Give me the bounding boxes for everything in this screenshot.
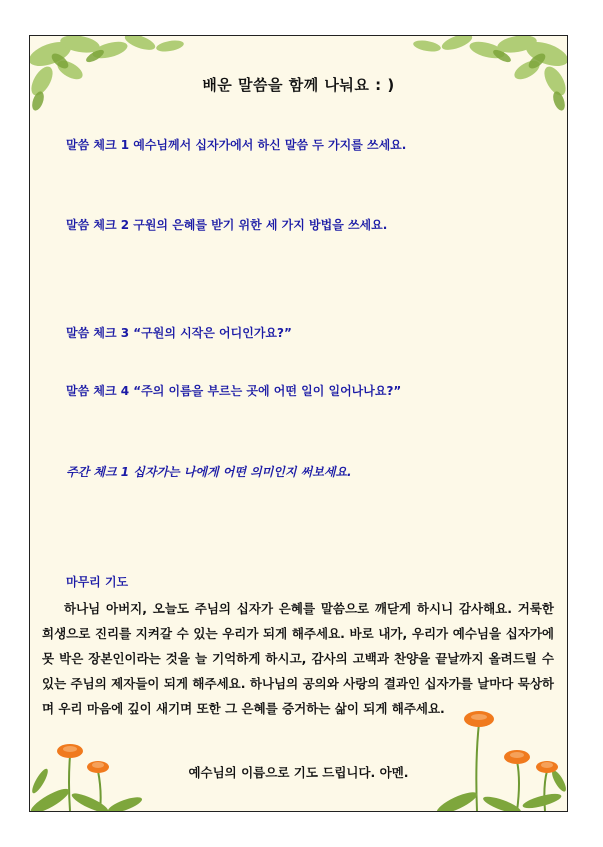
word-check-3: 말씀 체크 3 “구원의 시작은 어디인가요?” <box>66 326 292 340</box>
weekly-check-1: 주간 체크 1 십자가는 나에게 어떤 의미인지 써보세요. <box>66 465 352 479</box>
word-check-2: 말씀 체크 2 구원의 은혜를 받기 위한 세 가지 방법을 쓰세요. <box>66 218 388 232</box>
closing-prayer-heading: 마무리 기도 <box>66 575 129 589</box>
closing-prayer-text: 하나님 아버지, 오늘도 주님의 십자가 은혜를 말씀으로 깨닫게 하시니 감사해요. 거룩한 희생으로 진리를 지켜갈 수 있는 우리가 되게 해주세요. 바로 내가, 우리가 예수님을 십자가에 못 박은 장본인이라는 것을 늘 기억하게 하시고, 감사의 고백과 찬양을 끝날까지 올려드릴 수 있는 주님의 제자들이 되게 해주세요. 하나님의 공의와 사랑의 결과인 십자가를 날마다 묵상하며 우리 마음에 깊이 새기며 또한 그 은혜를 증거하는 삶이 되게 해주세요. <box>42 601 554 716</box>
closing-amen-line: 예수님의 이름으로 기도 드립니다. 아멘. <box>188 765 409 780</box>
word-check-1: 말씀 체크 1 예수님께서 십자가에서 하신 말씀 두 가지를 쓰세요. <box>66 138 407 152</box>
page-title: 배운 말씀을 함께 나눠요 : ) <box>202 76 395 94</box>
word-check-4: 말씀 체크 4 “주의 이름을 부르는 곳에 어떤 일이 일어나나요?” <box>66 384 402 398</box>
worksheet-page <box>29 35 568 812</box>
closing-prayer-body <box>42 596 554 721</box>
